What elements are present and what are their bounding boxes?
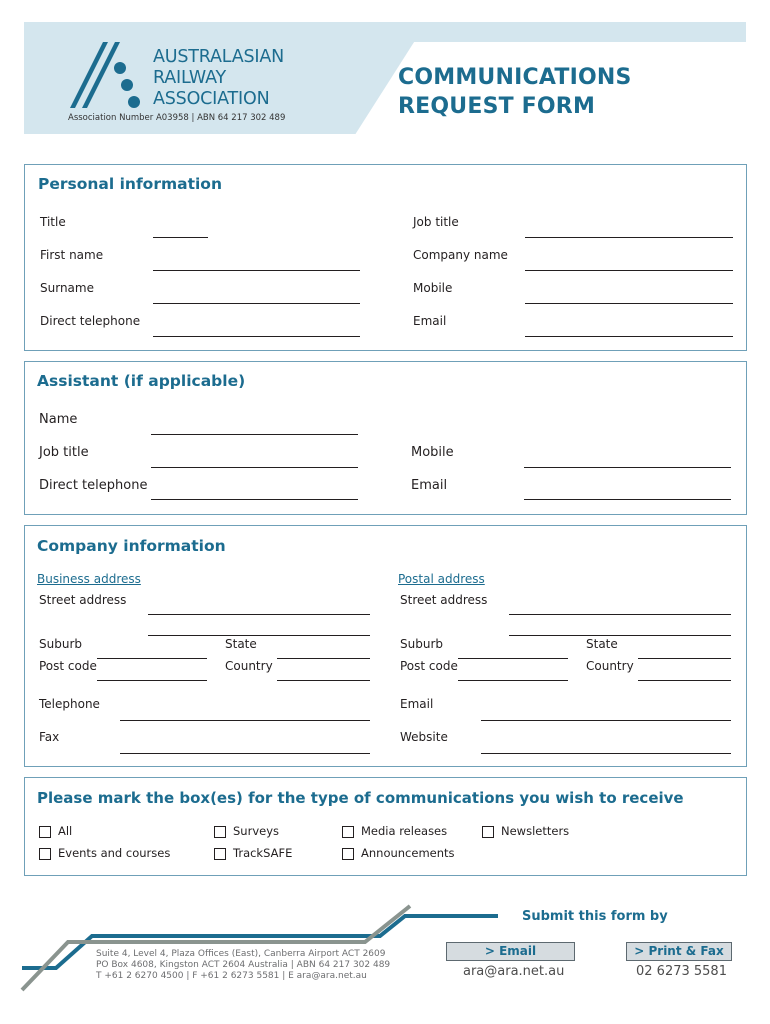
assistant-email-label: Email xyxy=(411,478,448,493)
assistant-direct-telephone-label: Direct telephone xyxy=(39,478,148,493)
footer-address-line3: T +61 2 6270 4500 | F +61 2 6273 5581 | E ara@ara.net.au xyxy=(96,971,367,981)
checkbox-tracksafe-label: TrackSAFE xyxy=(233,846,293,860)
business-country-label: Country xyxy=(225,659,273,673)
business-state-field[interactable] xyxy=(277,645,370,659)
checkbox-tracksafe[interactable] xyxy=(214,848,226,860)
business-street-address-field-1[interactable] xyxy=(148,601,370,615)
personal-info-title: Personal information xyxy=(38,175,222,193)
assistant-mobile-label: Mobile xyxy=(411,445,454,460)
company-email-field[interactable] xyxy=(481,707,731,721)
title-label: Title xyxy=(40,215,66,229)
business-post-code-field[interactable] xyxy=(97,667,207,681)
postal-state-label: State xyxy=(586,637,618,651)
personal-info-section xyxy=(24,164,747,351)
checkbox-events-and-courses-label: Events and courses xyxy=(58,846,171,860)
assistant-name-label: Name xyxy=(39,412,78,427)
email-submit-button[interactable]: > Email xyxy=(446,942,575,961)
company-website-field[interactable] xyxy=(481,740,731,754)
org-name-line2: RAILWAY xyxy=(153,68,226,88)
checkbox-announcements-label: Announcements xyxy=(361,846,455,860)
business-country-field[interactable] xyxy=(277,667,370,681)
form-title-line2: REQUEST FORM xyxy=(398,94,596,119)
title-field[interactable] xyxy=(153,224,208,238)
checkbox-all-label: All xyxy=(58,824,73,838)
postal-country-label: Country xyxy=(586,659,634,673)
job-title-label: Job title xyxy=(413,215,459,229)
business-post-code-label: Post code xyxy=(39,659,97,673)
communications-title: Please mark the box(es) for the type of communications you wish to receive xyxy=(37,789,684,807)
company-email-label: Email xyxy=(400,697,434,711)
assistant-mobile-field[interactable] xyxy=(524,454,731,468)
org-details: Association Number A03958 | ABN 64 217 302 489 xyxy=(68,113,286,123)
assistant-name-field[interactable] xyxy=(151,421,358,435)
postal-post-code-field[interactable] xyxy=(458,667,568,681)
company-info-title: Company information xyxy=(37,537,226,555)
assistant-job-title-field[interactable] xyxy=(151,454,358,468)
communications-section xyxy=(24,777,747,876)
org-name-line1: AUSTRALASIAN xyxy=(153,47,285,67)
job-title-field[interactable] xyxy=(525,224,733,238)
checkbox-surveys[interactable] xyxy=(214,826,226,838)
postal-street-address-field-2[interactable] xyxy=(509,622,731,636)
postal-country-field[interactable] xyxy=(638,667,731,681)
business-address-link[interactable]: Business address xyxy=(37,572,141,586)
postal-address-link[interactable]: Postal address xyxy=(398,572,485,586)
company-telephone-field[interactable] xyxy=(120,707,370,721)
form-title-line1: COMMUNICATIONS xyxy=(398,65,632,90)
direct-telephone-field[interactable] xyxy=(153,323,360,337)
ara-logo-icon xyxy=(66,40,156,112)
mobile-label: Mobile xyxy=(413,281,453,295)
business-suburb-field[interactable] xyxy=(97,645,207,659)
checkbox-surveys-label: Surveys xyxy=(233,824,279,838)
postal-suburb-field[interactable] xyxy=(458,645,568,659)
postal-suburb-label: Suburb xyxy=(400,637,443,651)
business-state-label: State xyxy=(225,637,257,651)
assistant-job-title-label: Job title xyxy=(39,445,89,460)
footer-address-line1: Suite 4, Level 4, Plaza Offices (East), Canberra Airport ACT 2609 xyxy=(96,949,386,959)
submit-title: Submit this form by xyxy=(522,909,668,924)
surname-field[interactable] xyxy=(153,290,360,304)
business-street-address-field-2[interactable] xyxy=(148,622,370,636)
company-fax-label: Fax xyxy=(39,730,60,744)
postal-state-field[interactable] xyxy=(638,645,731,659)
assistant-direct-telephone-field[interactable] xyxy=(151,486,358,500)
business-suburb-label: Suburb xyxy=(39,637,82,651)
checkbox-newsletters[interactable] xyxy=(482,826,494,838)
postal-street-address-label: Street address xyxy=(400,593,488,607)
assistant-title: Assistant (if applicable) xyxy=(37,372,246,390)
org-name-line3: ASSOCIATION xyxy=(153,89,270,109)
checkbox-media-releases[interactable] xyxy=(342,826,354,838)
postal-post-code-label: Post code xyxy=(400,659,458,673)
email-label: Email xyxy=(413,314,447,328)
footer-address-line2: PO Box 4608, Kingston ACT 2604 Australia | ABN 64 217 302 489 xyxy=(96,960,391,970)
company-fax-field[interactable] xyxy=(120,740,370,754)
company-website-label: Website xyxy=(400,730,448,744)
first-name-field[interactable] xyxy=(153,257,360,271)
submit-fax-number: 02 6273 5581 xyxy=(636,964,727,979)
email-field[interactable] xyxy=(525,323,733,337)
company-info-section xyxy=(24,525,747,767)
checkbox-all[interactable] xyxy=(39,826,51,838)
direct-telephone-label: Direct telephone xyxy=(40,314,141,328)
checkbox-events-and-courses[interactable] xyxy=(39,848,51,860)
postal-street-address-field-1[interactable] xyxy=(509,601,731,615)
mobile-field[interactable] xyxy=(525,290,733,304)
checkbox-newsletters-label: Newsletters xyxy=(501,824,570,838)
assistant-section xyxy=(24,361,747,515)
first-name-label: First name xyxy=(40,248,104,262)
company-telephone-label: Telephone xyxy=(39,697,100,711)
checkbox-announcements[interactable] xyxy=(342,848,354,860)
business-street-address-label: Street address xyxy=(39,593,127,607)
submit-email-address: ara@ara.net.au xyxy=(463,964,565,979)
surname-label: Surname xyxy=(40,281,94,295)
company-name-field[interactable] xyxy=(525,257,733,271)
company-name-label: Company name xyxy=(413,248,508,262)
assistant-email-field[interactable] xyxy=(524,486,731,500)
checkbox-media-releases-label: Media releases xyxy=(361,824,448,838)
print-fax-button[interactable]: > Print & Fax xyxy=(626,942,732,961)
